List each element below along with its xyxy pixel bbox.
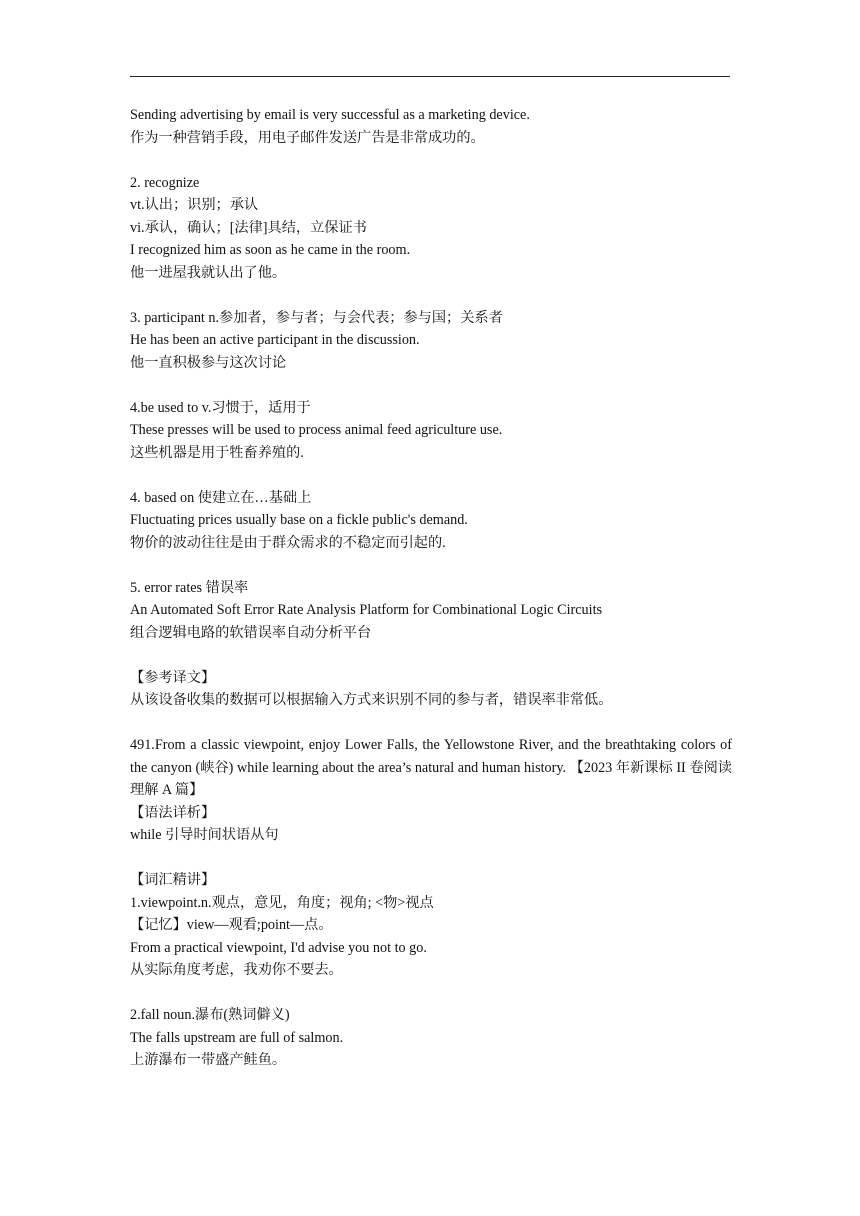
blank-line [130,644,732,667]
text-line: 5. error rates 错误率 [130,579,249,596]
text-line: 上游瀑布一带盛产鲑鱼。 [130,1052,287,1068]
text-line: He has been an active participant in the discussion. [130,332,420,348]
blank-line [130,712,732,735]
text-line: From a practical viewpoint, I'd advise you not to go. [130,939,427,956]
text-line: 1.viewpoint.n.观点，意见，角度；视角; <物>视点 [130,894,434,911]
text-line: Sending advertising by email is very successful as a marketing device. [130,107,530,123]
text-line: 从该设备收集的数据可以根据输入方式来识别不同的参与者，错误率非常低。 [130,692,613,708]
text-line: 【语法详析】 [130,804,216,821]
text-line: 4. based on 使建立在…基础上 [130,489,312,506]
vocabulary-section-b [130,802,732,1072]
text-line: 从实际角度考虑，我劝你不要去。 [130,962,343,978]
text-line: 他一进屋我就认出了他。 [130,264,287,281]
text-line: 2.fall noun.瀑布(熟词僻义) [130,1007,290,1023]
blank-line [130,982,732,1005]
blank-line [130,464,732,487]
text-line: I recognized him as soon as he came in the room. [130,242,411,258]
text-line: 【词汇精讲】 [130,872,216,888]
text-line: while 引导时间状语从句 [130,827,279,843]
blank-line [130,149,732,172]
vocabulary-section-a [130,104,732,734]
header-rule [130,76,730,77]
paragraph-491: 491.From a classic viewpoint, enjoy Lower Falls, the Yellowstone River, and the breathtaking colors of the canyon (峡谷) while learning about the area’s natural and human history. 【2023 年新课标 II 卷阅读理解 A 篇】 [130,737,732,798]
text-line: An Automated Soft Error Rate Analysis Platform for Combinational Logic Circuits [130,602,603,618]
blank-line [130,284,732,307]
blank-line [130,374,732,397]
text-line: 4.be used to v.习惯于，适用于 [130,399,311,416]
text-line: These presses will be used to process animal feed agriculture use. [130,422,503,438]
text-line: vi.承认，确认；[法律]具结，立保证书 [130,219,367,236]
text-line: 他一直积极参与这次讨论 [130,354,287,371]
blank-line [130,847,732,870]
text-line: 2. recognize [130,174,200,191]
text-line: 作为一种营销手段，用电子邮件发送广告是非常成功的。 [130,129,485,146]
text-line: 【记忆】view—观看;point—点。 [130,917,333,933]
text-line: vt.认出；识别；承认 [130,197,259,213]
text-line: 【参考译文】 [130,669,216,686]
text-line: 物价的波动往往是由于群众需求的不稳定而引起的. [130,534,446,551]
text-line: 组合逻辑电路的软错误率自动分析平台 [130,624,372,641]
document-body [130,104,732,1072]
text-line: 3. participant n.参加者，参与者；与会代表；参与国；关系者 [130,309,503,326]
text-line: Fluctuating prices usually base on a fickle public's demand. [130,512,468,528]
text-line: 这些机器是用于牲畜养殖的. [130,444,304,461]
blank-line [130,554,732,577]
text-line: The falls upstream are full of salmon. [130,1029,344,1046]
